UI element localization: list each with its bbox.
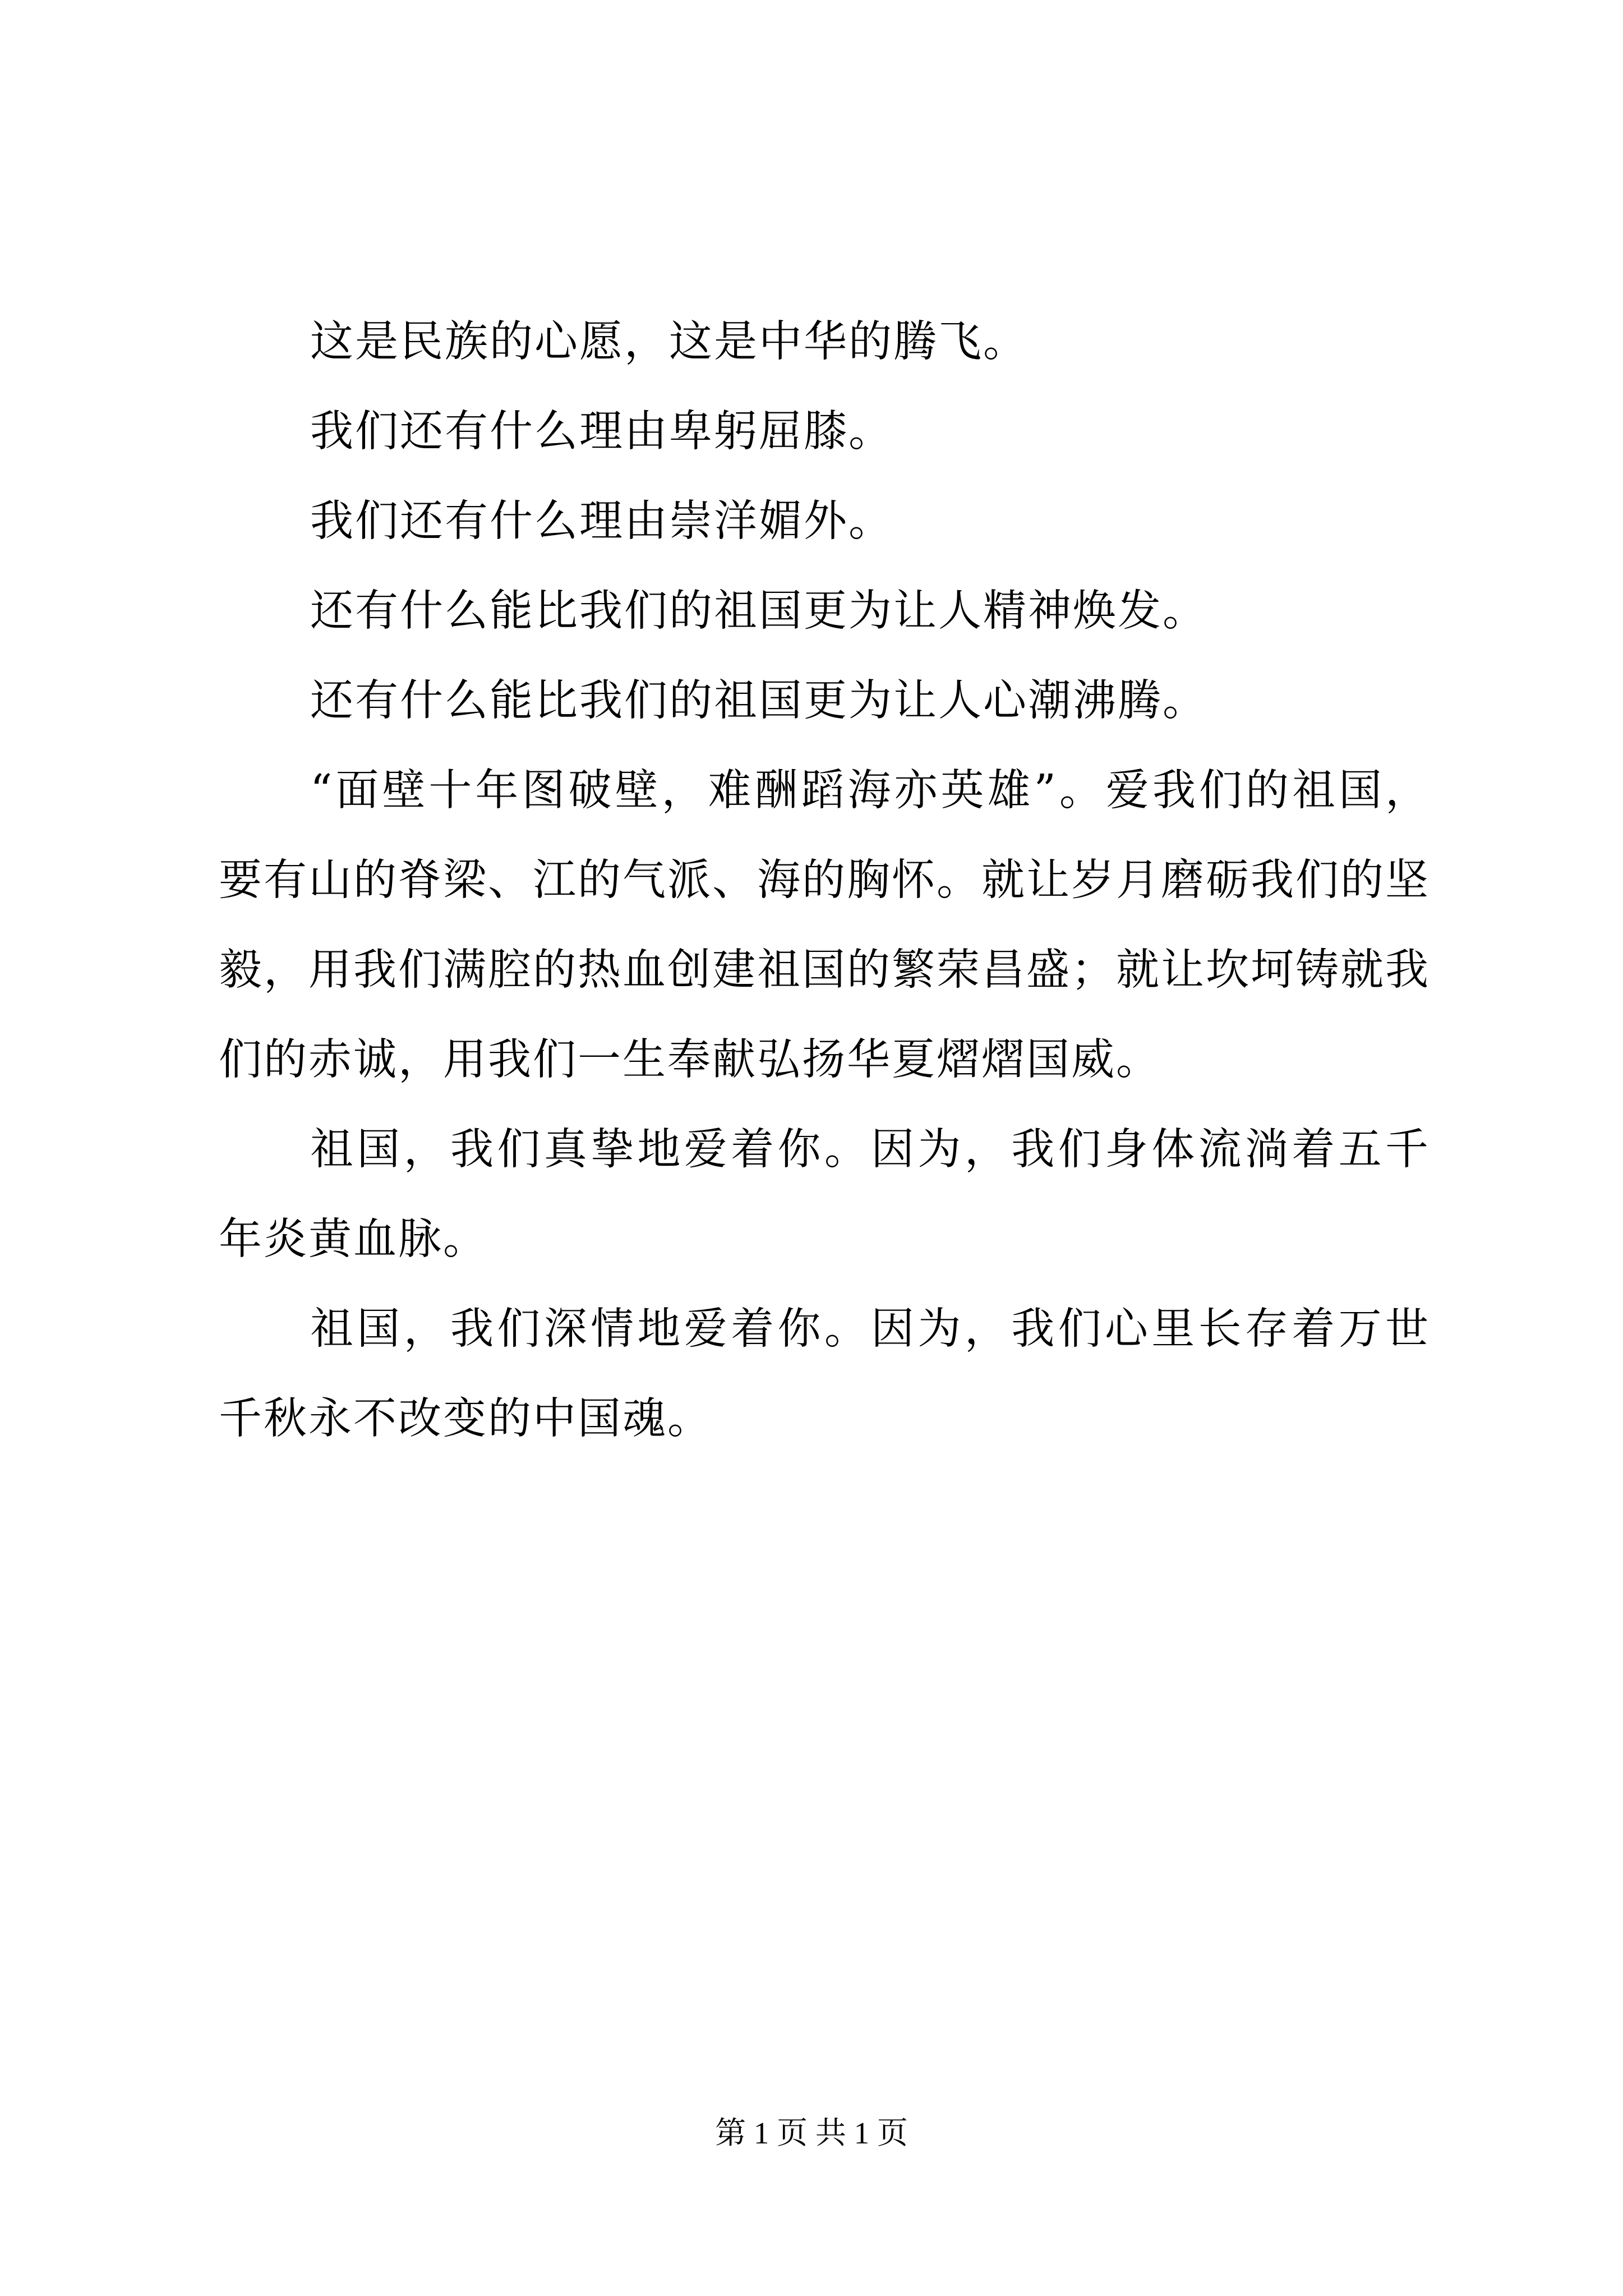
page-footer: 第 1 页 共 1 页 <box>715 2116 908 2150</box>
paragraph-1: 这是民族的心愿，这是中华的腾飞。 <box>310 317 1028 367</box>
paragraph-2: 我们还有什么理由卑躬屈膝。 <box>310 407 893 457</box>
document-body <box>219 297 1430 1464</box>
paragraph-7: 祖国，我们真挚地爱着你。因为，我们身体流淌着五千年炎黄血脉。 <box>219 1125 1430 1264</box>
paragraph-4: 还有什么能比我们的祖国更为让人精神焕发。 <box>310 586 1207 636</box>
paragraph-6: “面壁十年图破壁，难酬蹈海亦英雄”。爱我们的祖国，要有山的脊梁、江的气派、海的胸怀。就让岁月磨砺我们的坚毅，用我们满腔的热血创建祖国的繁荣昌盛；就让坎坷铸就我们的赤诚，用我们一生奉献弘扬华夏熠熠国威。 <box>219 766 1430 1085</box>
paragraph-5: 还有什么能比我们的祖国更为让人心潮沸腾。 <box>310 676 1207 726</box>
paragraph-3: 我们还有什么理由崇洋媚外。 <box>310 496 893 546</box>
paragraph-8: 祖国，我们深情地爱着你。因为，我们心里长存着万世千秋永不改变的中国魂。 <box>219 1304 1430 1444</box>
